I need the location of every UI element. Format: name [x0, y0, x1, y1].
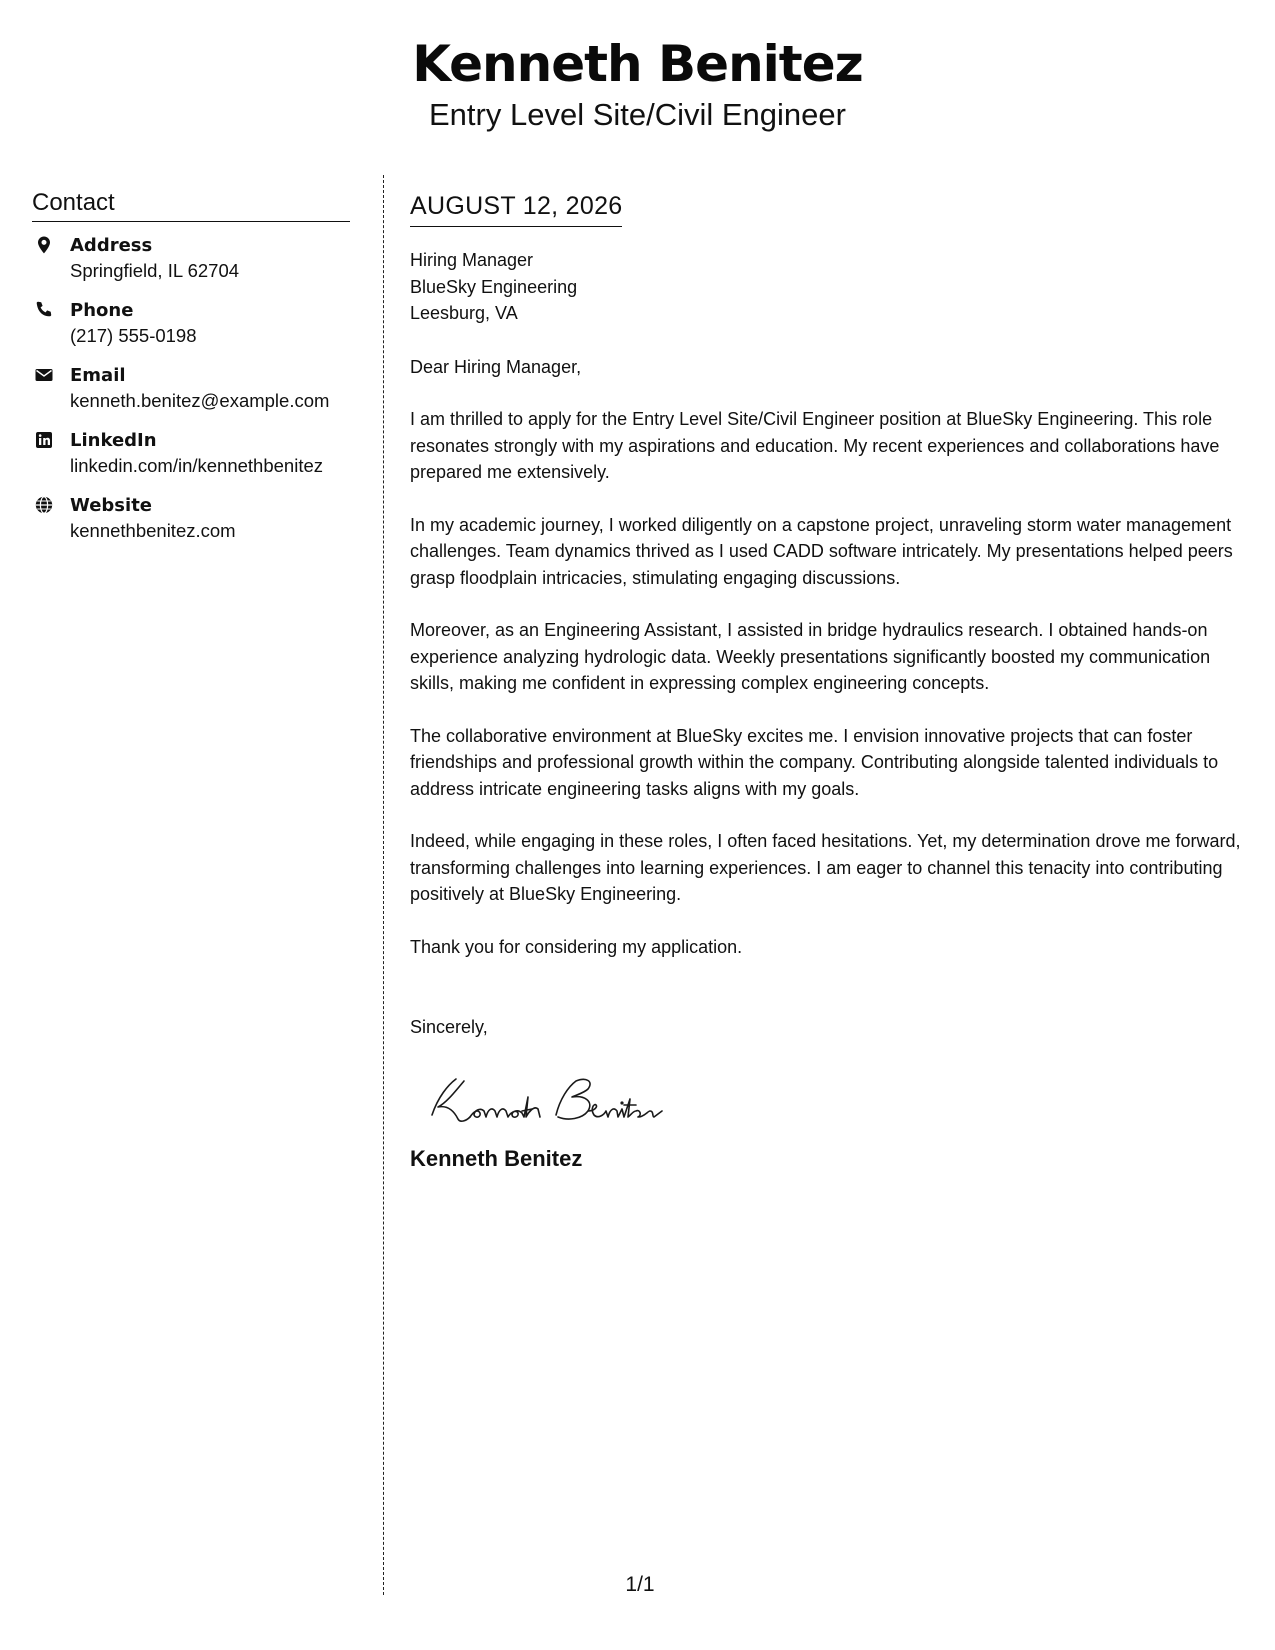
contact-value-website[interactable]: kennethbenitez.com — [70, 520, 236, 541]
signer-name: Kenneth Benitez — [410, 1145, 583, 1171]
contact-item-phone — [32, 299, 350, 349]
contact-item-linkedin — [32, 429, 350, 479]
closing: Sincerely, — [410, 1017, 488, 1037]
globe-icon — [34, 495, 54, 515]
contact-item-address — [32, 234, 350, 284]
contact-label-address: Address — [70, 235, 153, 256]
contact-value-phone: (217) 555-0198 — [70, 325, 197, 346]
letter-date: AUGUST 12, 2026 — [410, 190, 622, 227]
contact-value-linkedin[interactable]: linkedin.com/in/kennethbenitez — [70, 455, 323, 476]
letter-body — [410, 190, 1250, 1173]
applicant-name: Kenneth Benitez — [412, 35, 863, 93]
contact-sidebar — [32, 188, 350, 559]
contact-label-email: Email — [70, 365, 126, 386]
envelope-icon — [34, 365, 54, 385]
body-paragraph: I am thrilled to apply for the Entry Level Site/Civil Engineer position at BlueSky Engineering. This role resonates strongly with my aspirations and education. My recent experiences and collaborations have prepared me extensively. — [410, 409, 1220, 482]
letter-header — [0, 32, 1275, 134]
handwritten-signature — [418, 1067, 668, 1131]
body-paragraph: In my academic journey, I worked diligently on a capstone project, unraveling storm water management challenges. Team dynamics thrived as I used CADD software intricately. My presentations helped peers grasp floodplain intricacies, stimulating engaging discussions. — [410, 514, 1233, 588]
body-paragraph: Moreover, as an Engineering Assistant, I assisted in bridge hydraulics research. I obtained hands-on experience analyzing hydrologic data. Weekly presentations significantly boosted my communication skills, making me confident in expressing complex engineering concepts. — [410, 620, 1211, 693]
contact-heading: Contact — [32, 188, 350, 222]
contact-item-website — [32, 494, 350, 544]
contact-value-email[interactable]: kenneth.benitez@example.com — [70, 390, 330, 411]
salutation: Dear Hiring Manager, — [410, 356, 582, 377]
applicant-job-title: Entry Level Site/Civil Engineer — [429, 97, 846, 132]
contact-label-linkedin: LinkedIn — [70, 430, 157, 451]
phone-icon — [34, 300, 54, 320]
contact-value-address: Springfield, IL 62704 — [70, 260, 240, 281]
contact-label-phone: Phone — [70, 300, 134, 321]
body-paragraph: The collaborative environment at BlueSky excites me. I envision innovative projects that can foster friendships and professional growth within the company. Contributing alongside talented individuals to address intricate engineering tasks aligns with my goals. — [410, 725, 1219, 799]
recipient-block — [410, 247, 1250, 327]
map-pin-icon — [34, 235, 54, 255]
column-divider — [383, 175, 384, 1595]
linkedin-icon — [34, 430, 54, 450]
recipient-name: Hiring Manager — [410, 250, 534, 270]
body-paragraph: Indeed, while engaging in these roles, I often faced hesitations. Yet, my determination drove me forward, transforming challenges into learning experiences. I am eager to channel this tenacity into contributing positively at BlueSky Engineering. — [410, 831, 1241, 904]
body-paragraph: Thank you for considering my application. — [410, 936, 743, 957]
contact-label-website: Website — [70, 495, 153, 516]
contact-item-email — [32, 364, 350, 414]
page-number: 1/1 — [625, 1573, 655, 1596]
recipient-company: BlueSky Engineering — [410, 276, 578, 297]
recipient-location: Leesburg, VA — [410, 303, 518, 323]
